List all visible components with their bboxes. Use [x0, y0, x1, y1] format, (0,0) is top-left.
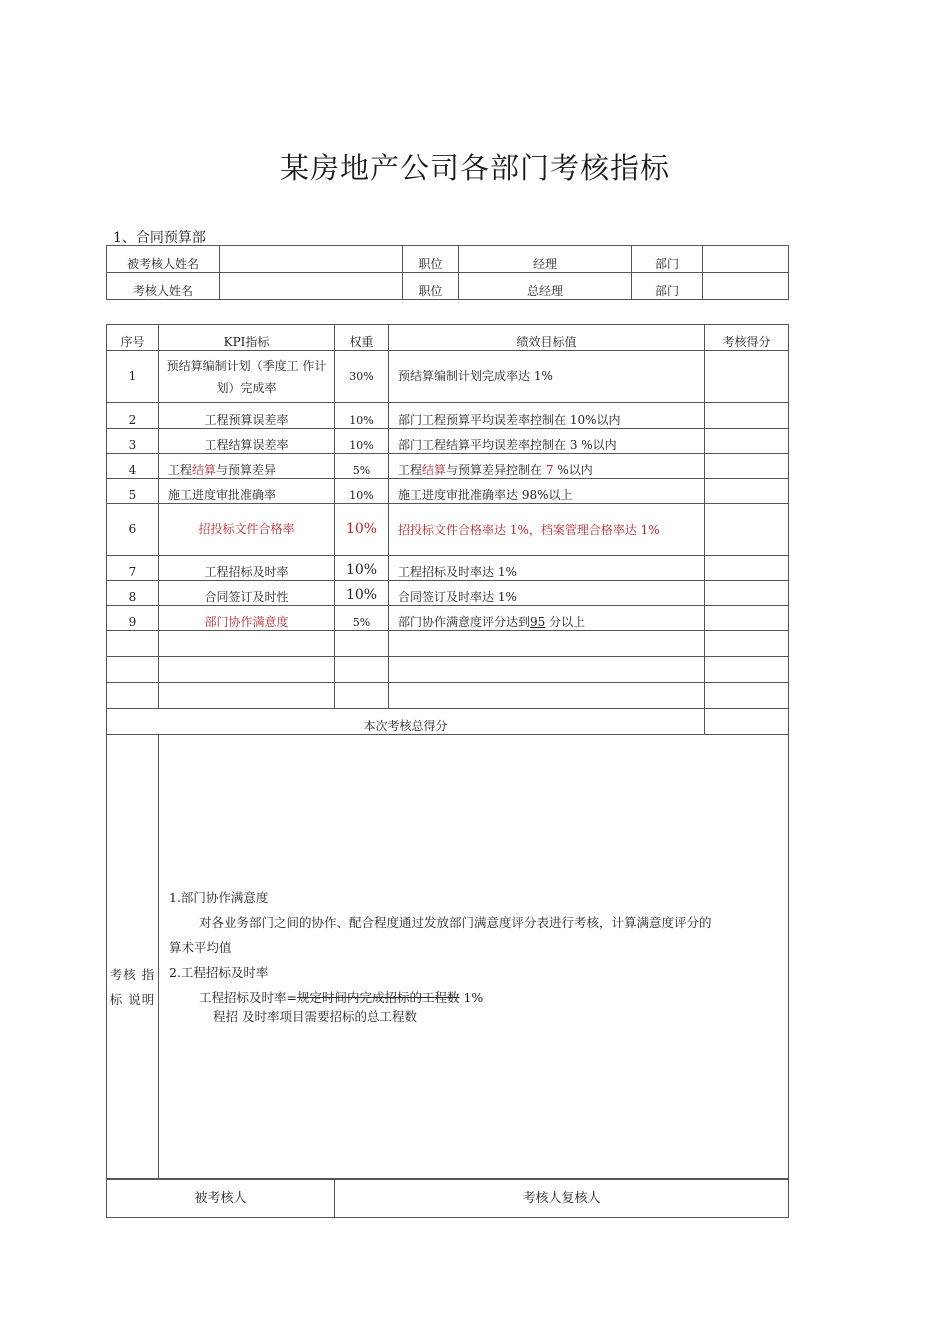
explanation-item2-title: 2.工程招标及时率: [169, 965, 269, 980]
kpi-name-highlight: 结算: [192, 462, 217, 477]
empty-cell[interactable]: [335, 631, 389, 657]
kpi-weight: 10%: [335, 479, 389, 504]
appraisee-name-field[interactable]: [220, 246, 403, 273]
formula-denominator: 程招 及时率项目需要招标的总工程数: [213, 1009, 417, 1024]
column-header-score: 考核得分: [705, 325, 789, 351]
appraisee-department-field[interactable]: [703, 246, 789, 273]
empty-cell[interactable]: [389, 683, 705, 709]
appraiser-name-field[interactable]: [220, 273, 403, 300]
kpi-score-cell[interactable]: [705, 581, 789, 606]
kpi-name: 工程预算误差率: [159, 403, 335, 429]
empty-cell[interactable]: [335, 683, 389, 709]
kpi-score-cell[interactable]: [705, 504, 789, 556]
total-row: [107, 709, 789, 735]
appraisee-position: 经理: [459, 246, 632, 273]
kpi-target-part: 部门协作满意度评分达到: [398, 614, 531, 629]
total-score-label: 本次考核总得分: [107, 709, 705, 735]
row-no: 6: [107, 504, 159, 556]
kpi-name: 招投标文件合格率: [159, 504, 335, 556]
kpi-name-part: 工程: [168, 462, 193, 477]
appraiser-department-field[interactable]: [703, 273, 789, 300]
kpi-target-highlight: 结算: [422, 462, 447, 477]
kpi-score-cell[interactable]: [705, 454, 789, 479]
row-no: 2: [107, 403, 159, 429]
kpi-name: 部门协作满意度: [159, 606, 335, 631]
kpi-name: 施工进度审批准确率: [159, 479, 335, 504]
empty-cell[interactable]: [107, 657, 159, 683]
kpi-target: 招投标文件合格率达 1%，档案管理合格率达 1%: [389, 504, 705, 556]
row-no: 4: [107, 454, 159, 479]
empty-cell[interactable]: [705, 683, 789, 709]
table-row: [107, 479, 789, 504]
kpi-score-cell[interactable]: [705, 403, 789, 429]
kpi-score-cell[interactable]: [705, 479, 789, 504]
kpi-target: 工程招标及时率达 1%: [389, 556, 705, 581]
explanation-label: [107, 735, 159, 1179]
formula-ratio: 1%: [463, 990, 484, 1005]
empty-cell[interactable]: [389, 657, 705, 683]
table-row: [107, 351, 789, 403]
kpi-weight: 10%: [335, 429, 389, 454]
kpi-name: 工程结算误差率: [159, 429, 335, 454]
table-row: [107, 403, 789, 429]
empty-row: [107, 657, 789, 683]
empty-cell[interactable]: [705, 631, 789, 657]
header-table: [106, 245, 789, 300]
explanation-item1-title: 1.部门协作满意度: [169, 890, 269, 905]
column-header-target: 绩效目标值: [389, 325, 705, 351]
column-header-kpi: KPI指标: [159, 325, 335, 351]
formula-numerator: 规定时间内完成招标的工程数: [296, 990, 460, 1005]
section-heading: 1、合同预算部: [113, 230, 206, 246]
kpi-score-cell[interactable]: [705, 429, 789, 454]
appraiser-name-label: 考核人姓名: [107, 273, 220, 300]
kpi-target: [389, 606, 705, 631]
empty-cell[interactable]: [705, 657, 789, 683]
kpi-weight: 10%: [335, 556, 389, 581]
empty-cell[interactable]: [389, 631, 705, 657]
kpi-name: [159, 454, 335, 479]
kpi-target: 部门工程结算平均误差率控制在 3 %以内: [389, 429, 705, 454]
kpi-weight: 30%: [335, 351, 389, 403]
department-label: 部门: [632, 246, 703, 273]
kpi-target: [389, 454, 705, 479]
column-header-no: 序号: [107, 325, 159, 351]
kpi-target-part: 工程: [398, 462, 423, 477]
empty-row: [107, 631, 789, 657]
reviewer-signature[interactable]: 考核人复核人: [335, 1180, 789, 1218]
signature-table: [106, 1179, 789, 1218]
kpi-target: 预结算编制计划完成率达 1%: [389, 351, 705, 403]
row-no: 9: [107, 606, 159, 631]
kpi-weight: 10%: [335, 403, 389, 429]
row-no: 7: [107, 556, 159, 581]
table-row: [107, 606, 789, 631]
empty-cell[interactable]: [335, 657, 389, 683]
explanation-label-text: 考核 指标 说明: [109, 966, 156, 1007]
kpi-target-part: 分以上: [549, 614, 586, 629]
department-label: 部门: [632, 273, 703, 300]
formula-left: 工程招标及时率=: [199, 990, 297, 1005]
kpi-score-cell[interactable]: [705, 556, 789, 581]
kpi-table: [106, 324, 789, 1179]
empty-cell[interactable]: [159, 631, 335, 657]
kpi-weight: 5%: [335, 454, 389, 479]
row-no: 3: [107, 429, 159, 454]
empty-cell[interactable]: [107, 631, 159, 657]
empty-row: [107, 683, 789, 709]
kpi-weight: 5%: [335, 606, 389, 631]
kpi-score-cell[interactable]: [705, 606, 789, 631]
page-title: 某房地产公司各部门考核指标: [279, 151, 670, 185]
explanation-formula: [169, 988, 769, 1008]
kpi-target-value: 95: [530, 614, 546, 629]
table-row: [107, 556, 789, 581]
explanation-item1-text: 对各业务部门之间的协作、配合程度通过发放部门满意度评分表进行考核，计算满意度评分的: [199, 915, 712, 930]
kpi-target-part: %以内: [557, 462, 593, 477]
table-row: [107, 504, 789, 556]
explanation-item1-text-cont: 算术平均值: [169, 940, 232, 955]
kpi-target-part: 与预算差异控制在: [446, 462, 543, 477]
total-score-cell[interactable]: [705, 709, 789, 735]
kpi-weight: 10%: [335, 581, 389, 606]
appraisee-signature[interactable]: 被考核人: [107, 1180, 335, 1218]
kpi-weight: 10%: [335, 504, 389, 556]
kpi-name-part: 与预算差异: [216, 462, 277, 477]
table-row: [107, 581, 789, 606]
explanation-content: [159, 735, 789, 1179]
empty-cell[interactable]: [107, 683, 159, 709]
row-no: 8: [107, 581, 159, 606]
table-row: [107, 454, 789, 479]
kpi-score-cell[interactable]: [705, 351, 789, 403]
explanation-row: [107, 735, 789, 1179]
row-no: 1: [107, 351, 159, 403]
empty-cell[interactable]: [159, 683, 335, 709]
kpi-target-highlight: 7: [545, 462, 554, 477]
kpi-name: 预结算编制计划（季度工 作计划）完成率: [159, 351, 335, 403]
position-label: 职位: [403, 273, 459, 300]
kpi-name: 工程招标及时率: [159, 556, 335, 581]
appraisee-name-label: 被考核人姓名: [107, 246, 220, 273]
empty-cell[interactable]: [159, 657, 335, 683]
kpi-target: 部门工程预算平均误差率控制在 10%以内: [389, 403, 705, 429]
kpi-target: 施工进度审批准确率达 98%以上: [389, 479, 705, 504]
kpi-name: 合同签订及时性: [159, 581, 335, 606]
kpi-target: 合同签订及时率达 1%: [389, 581, 705, 606]
position-label: 职位: [403, 246, 459, 273]
column-header-weight: 权重: [335, 325, 389, 351]
appraiser-position: 总经理: [459, 273, 632, 300]
table-row: [107, 429, 789, 454]
row-no: 5: [107, 479, 159, 504]
